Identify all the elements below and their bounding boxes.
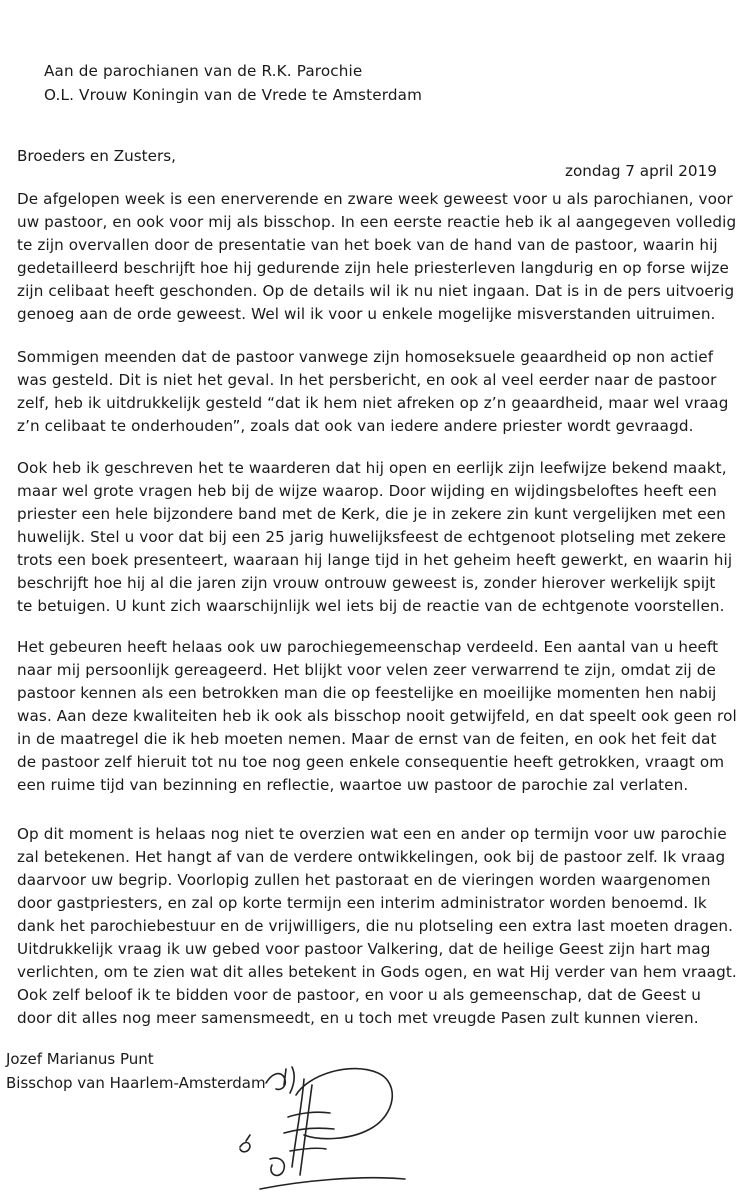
paragraph-line: zal betekenen. Het hangt af van de verdere ontwikkelingen, ook bij de pastoor zelf. Ik vraag — [17, 848, 726, 866]
paragraph-line: door gastpriesters, en zal op korte termijn een interim administrator worden benoemd. Ik — [17, 894, 707, 912]
paragraph-4 — [17, 636, 747, 797]
handwritten-signature — [200, 1055, 410, 1200]
paragraph-line: een ruime tijd van bezinning en reflectie, waartoe uw pastoor de parochie zal verlaten. — [17, 776, 689, 794]
paragraph-line: naar mij persoonlijk gereageerd. Het blijkt voor velen zeer verwarrend te zijn, omdat zij de — [17, 661, 716, 679]
paragraph-line: trots een boek presenteert, waaraan hij lange tijd in het geheim heeft gewerkt, en waarin hij — [17, 551, 733, 569]
signer-name: Jozef Marianus Punt — [6, 1050, 154, 1068]
paragraph-line: Op dit moment is helaas nog niet te overzien wat een en ander op termijn voor uw parochie — [17, 825, 727, 843]
signer-title: Bisschop van Haarlem-Amsterdam — [6, 1074, 266, 1092]
paragraph-2 — [17, 346, 747, 438]
paragraph-line: priester een hele bijzondere band met de Kerk, die je in zekere zin kunt vergelijken met een — [17, 505, 726, 523]
paragraph-line: z’n celibaat te onderhouden”, zoals dat ook van iedere andere priester wordt gevraagd. — [17, 417, 694, 435]
paragraph-line: dank het parochiebestuur en de vrijwilligers, die nu plotseling een extra last moeten dragen. — [17, 917, 734, 935]
paragraph-line: zelf, heb ik uitdrukkelijk gesteld “dat ik hem niet afreken op z’n geaardheid, maar wel vraag — [17, 394, 729, 412]
paragraph-line: Uitdrukkelijk vraag ik uw gebed voor pastoor Valkering, dat de heilige Geest zijn hart mag — [17, 940, 711, 958]
paragraph-line: was gesteld. Dit is niet het geval. In het persbericht, en ook al veel eerder naar de pastoor — [17, 371, 717, 389]
paragraph-line: te betuigen. U kunt zich waarschijnlijk wel iets bij de reactie van de echtgenote voorstellen. — [17, 597, 725, 615]
paragraph-line: was. Aan deze kwaliteiten heb ik ook als bisschop nooit getwijfeld, en dat speelt ook geen rol — [17, 707, 737, 725]
paragraph-line: zijn celibaat heeft geschonden. Op de details wil ik nu niet ingaan. Dat is in de pers uitvoerig — [17, 282, 735, 300]
salutation: Broeders en Zusters, — [17, 147, 176, 165]
paragraph-line: door dit alles nog meer samensmeedt, en u toch met vreugde Pasen zult kunnen vieren. — [17, 1009, 699, 1027]
address-line-2: O.L. Vrouw Koningin van de Vrede te Amsterdam — [44, 86, 423, 104]
paragraph-3 — [17, 457, 747, 618]
paragraph-line: De afgelopen week is een enerverende en zware week geweest voor u als parochianen, voor — [17, 190, 733, 208]
paragraph-line: daarvoor uw begrip. Voorlopig zullen het pastoraat en de vieringen worden waargenomen — [17, 871, 711, 889]
paragraph-line: Ook heb ik geschreven het te waarderen dat hij open en eerlijk zijn leefwijze bekend maakt, — [17, 459, 727, 477]
paragraph-line: Ook zelf beloof ik te bidden voor de pastoor, en voor u als gemeenschap, dat de Geest u — [17, 986, 701, 1004]
paragraph-line: huwelijk. Stel u voor dat bij een 25 jarig huwelijksfeest de echtgenoot plotseling met zekere — [17, 528, 727, 546]
paragraph-line: te zijn overvallen door de presentatie van het boek van de hand van de pastoor, waarin hij — [17, 236, 718, 254]
paragraph-line: gedetailleerd beschrijft hoe hij gedurende zijn hele priesterleven langdurig en op forse wijze — [17, 259, 729, 277]
paragraph-line: beschrijft hoe hij al die jaren zijn vrouw ontrouw geweest is, zonder hierover werkelijk spijt — [17, 574, 716, 592]
paragraph-line: de pastoor zelf hieruit tot nu toe nog geen enkele consequentie heeft getrokken, vraagt om — [17, 753, 725, 771]
paragraph-line: verlichten, om te zien wat dit alles betekent in Gods ogen, en wat Hij verder van hem vraagt. — [17, 963, 737, 981]
paragraph-line: uw pastoor, en ook voor mij als bisschop. In een eerste reactie heb ik al aangegeven volledig — [17, 213, 737, 231]
paragraph-line: genoeg aan de orde geweest. Wel wil ik voor u enkele mogelijke misverstanden uitruimen. — [17, 305, 716, 323]
paragraph-line: Sommigen meenden dat de pastoor vanwege zijn homoseksuele geaardheid op non actief — [17, 348, 714, 366]
address-line-1: Aan de parochianen van de R.K. Parochie — [44, 62, 363, 80]
paragraph-5 — [17, 823, 747, 1030]
paragraph-1 — [17, 188, 747, 326]
paragraph-line: maar wel grote vragen heb bij de wijze waarop. Door wijding en wijdingsbeloftes heeft een — [17, 482, 717, 500]
paragraph-line: pastoor kennen als een betrokken man die op feestelijke en moeilijke momenten hen nabij — [17, 684, 717, 702]
paragraph-line: in de maatregel die ik heb moeten nemen. Maar de ernst van de feiten, en ook het feit dat — [17, 730, 717, 748]
letter-date: zondag 7 april 2019 — [565, 162, 717, 180]
paragraph-line: Het gebeuren heeft helaas ook uw parochiegemeenschap verdeeld. Een aantal van u heeft — [17, 638, 719, 656]
